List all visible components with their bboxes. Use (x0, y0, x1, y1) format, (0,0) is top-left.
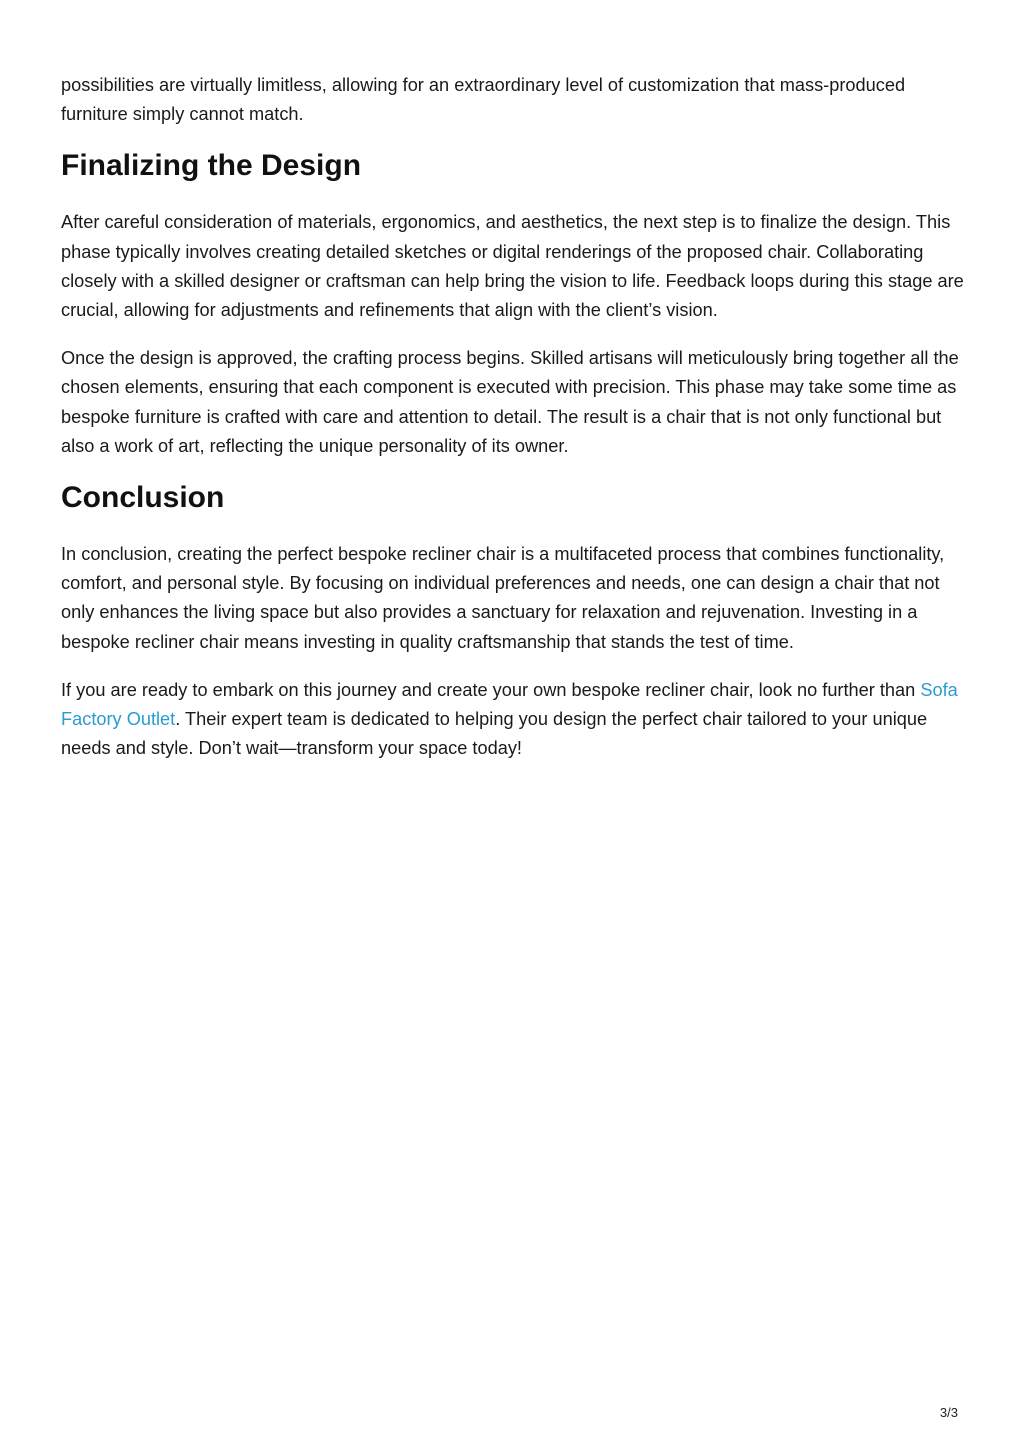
conclusion-paragraph-2 (61, 676, 966, 764)
conclusion-paragraph-1: In conclusion, creating the perfect bespoke recliner chair is a multifaceted process that combines functionality, comfort, and personal style. By focusing on individual preferences and needs, one can design a chair that not only enhances the living space but also provides a sanctuary for relaxation and rejuvenation. Investing in a bespoke recliner chair means investing in quality craftsmanship that stands the test of time. (61, 544, 945, 652)
finalizing-paragraph-2: Once the design is approved, the crafting process begins. Skilled artisans will meticulously bring together all the chosen elements, ensuring that each component is executed with precision. This phase may take some time as bespoke furniture is crafted with care and attention to detail. The result is a chair that is not only functional but also a work of art, reflecting the unique personality of its owner. (61, 348, 959, 456)
conclusion-text-after-link: . Their expert team is dedicated to helping you design the perfect chair tailored to your unique needs and style. Don’t wait—transform your space today! (61, 709, 928, 759)
intro-paragraph: possibilities are virtually limitless, allowing for an extraordinary level of customization that mass-produced furniture simply cannot match. (61, 75, 906, 125)
sofa-factory-outlet-link[interactable]: Sofa Factory Outlet (61, 679, 958, 730)
document-body (61, 71, 966, 782)
page-number: 3/3 (939, 1405, 958, 1420)
conclusion-text-before-link: If you are ready to embark on this journey and create your own bespoke recliner chair, look no further than (61, 679, 921, 700)
finalizing-paragraph-1: After careful consideration of materials, ergonomics, and aesthetics, the next step is to finalize the design. This phase typically involves creating detailed sketches or digital renderings of the proposed chair. Collaborating closely with a skilled designer or craftsman can help bring the vision to life. Feedback loops during this stage are crucial, allowing for adjustments and refinements that align with the client’s vision. (61, 212, 964, 321)
section-heading-conclusion: Conclusion (61, 481, 225, 515)
section-heading-finalizing: Finalizing the Design (61, 149, 362, 183)
